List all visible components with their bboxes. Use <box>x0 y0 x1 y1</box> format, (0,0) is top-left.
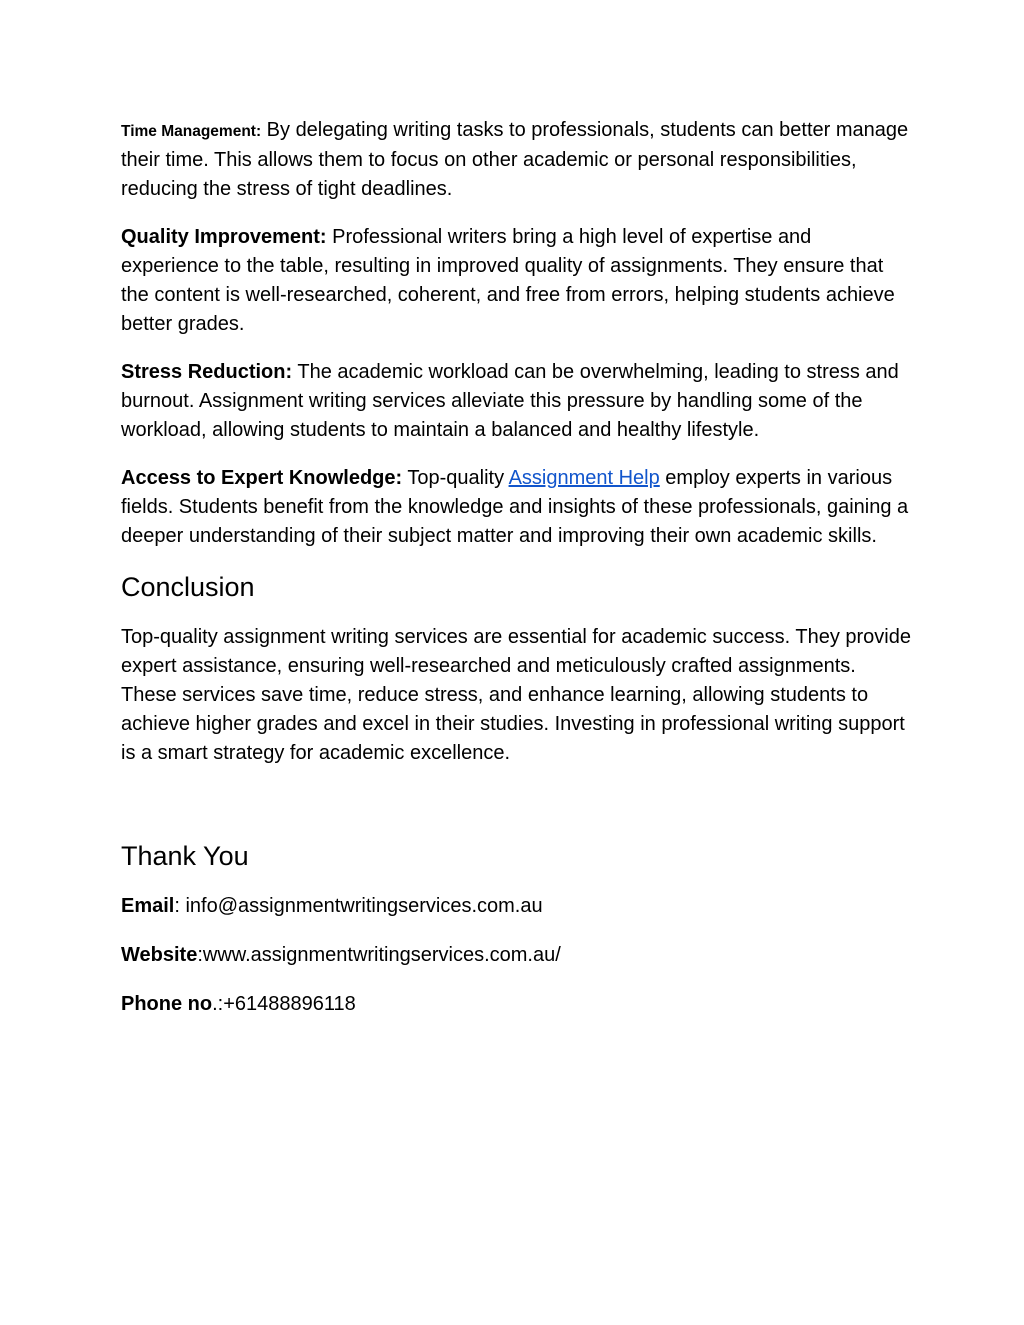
benefit-text: By delegating writing tasks to professionals, students can better manage their time. This allows them to focus on other academic or personal responsibilities, reducing the stress of tight deadlines. <box>121 119 909 200</box>
benefit-label: Stress Reduction: <box>121 361 293 383</box>
contact-phone <box>121 990 911 1019</box>
benefit-expert-knowledge <box>121 464 911 551</box>
email-value: : info@assignmentwritingservices.com.au <box>174 895 543 917</box>
assignment-help-link[interactable]: Assignment Help <box>508 467 660 489</box>
email-label: Email <box>121 895 175 917</box>
document-page <box>121 116 911 1039</box>
conclusion-heading: Conclusion <box>121 572 255 602</box>
phone-value: .:+61488896118 <box>212 993 356 1015</box>
benefit-label: Access to Expert Knowledge: <box>121 467 403 489</box>
phone-label: Phone no <box>121 993 213 1015</box>
benefit-quality-improvement <box>121 223 911 339</box>
thank-you-heading: Thank You <box>121 841 249 871</box>
contact-email <box>121 892 911 921</box>
benefit-text-before: Top-quality <box>402 467 509 489</box>
conclusion-text: Top-quality assignment writing services are essential for academic success. They provide expert assistance, ensuring well-researched and meticulously crafted assignments. These services save time, reduce stress, and enhance learning, allowing students to achieve higher grades and excel in their studies. Investing in professional writing support is a smart strategy for academic excellence. <box>121 626 911 764</box>
website-value: :www.assignmentwritingservices.com.au/ <box>197 944 561 966</box>
benefit-label: Time Management: <box>121 123 262 140</box>
website-label: Website <box>121 944 198 966</box>
contact-website <box>121 941 911 970</box>
benefit-text: Professional writers bring a high level of expertise and experience to the table, resulting in improved quality of assignments. They ensure that the content is well-researched, coherent, and free from errors, helping students achieve better grades. <box>121 226 895 335</box>
benefit-text-after: employ experts in various fields. Students benefit from the knowledge and insights of these professionals, gaining a deeper understanding of their subject matter and improving their own academic skills. <box>121 467 909 547</box>
benefit-text: The academic workload can be overwhelming, leading to stress and burnout. Assignment writing services alleviate this pressure by handling some of the workload, allowing students to maintain a balanced and healthy lifestyle. <box>121 361 899 441</box>
benefit-label: Quality Improvement: <box>121 226 327 248</box>
benefit-time-management <box>121 116 911 204</box>
benefit-stress-reduction <box>121 358 911 445</box>
